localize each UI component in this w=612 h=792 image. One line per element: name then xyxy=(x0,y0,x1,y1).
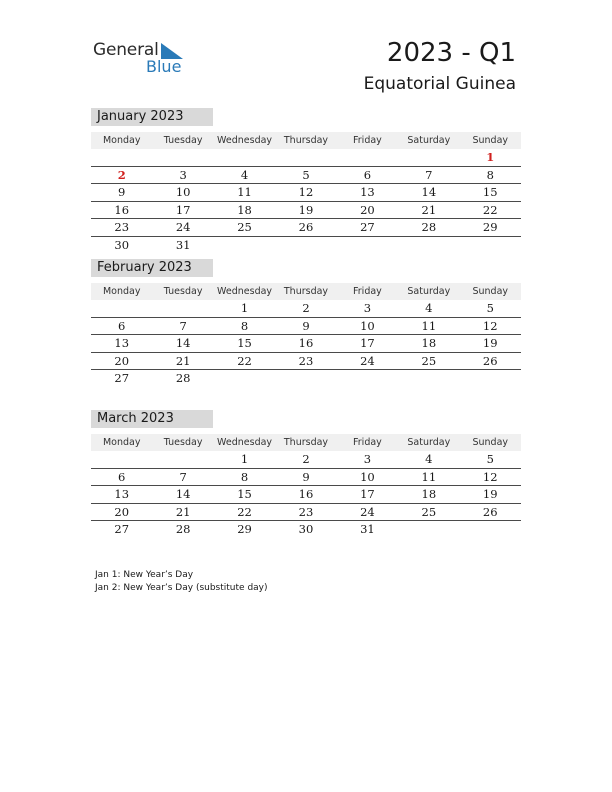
day-cell: 17 xyxy=(360,487,375,501)
day-cell: 25 xyxy=(421,353,437,368)
day-cell: 13 xyxy=(360,185,375,199)
week-row xyxy=(91,335,521,353)
day-cell: 15 xyxy=(237,336,252,350)
day-cell: 14 xyxy=(175,336,191,350)
empty-day-cell xyxy=(152,149,213,166)
empty-day-cell xyxy=(275,149,336,166)
day-cell: 6 xyxy=(363,167,372,182)
day-cell: 21 xyxy=(175,504,191,519)
day-cell: 9 xyxy=(118,185,126,199)
day-cell: 7 xyxy=(179,318,187,333)
week-row xyxy=(91,149,521,167)
day-cell: 31 xyxy=(360,522,375,536)
day-cell: 22 xyxy=(237,353,252,368)
logo xyxy=(93,40,193,80)
day-cell: 18 xyxy=(421,336,437,350)
week-row xyxy=(91,237,521,254)
weekday-label: Sunday xyxy=(472,437,509,448)
empty-day-cell xyxy=(337,370,398,387)
week-row xyxy=(91,486,521,504)
day-cell: 4 xyxy=(425,452,433,466)
day-cell: 23 xyxy=(114,220,130,234)
weekday-label: Wednesday xyxy=(217,437,273,448)
day-cell: 19 xyxy=(298,202,314,217)
day-cell: 21 xyxy=(421,202,437,217)
day-cell: 20 xyxy=(114,504,130,519)
day-cell: 4 xyxy=(240,167,249,182)
month-label: January 2023 xyxy=(91,108,213,126)
day-cell: 6 xyxy=(118,318,126,333)
day-cell: 18 xyxy=(237,202,252,217)
day-cell: 25 xyxy=(421,504,437,519)
weekday-header-row xyxy=(91,132,521,149)
weekday-label: Wednesday xyxy=(217,135,273,146)
day-cell: 19 xyxy=(482,336,498,350)
day-cell: 22 xyxy=(482,202,498,217)
day-cell: 1 xyxy=(240,452,249,466)
day-cell: 16 xyxy=(114,202,130,217)
empty-day-cell xyxy=(398,521,459,538)
day-cell: 3 xyxy=(363,452,372,466)
weekday-label: Saturday xyxy=(407,135,451,146)
day-cell: 11 xyxy=(421,318,437,333)
week-row xyxy=(91,202,521,220)
weekday-label: Saturday xyxy=(407,437,451,448)
weekday-label: Thursday xyxy=(283,437,329,448)
day-cell: 3 xyxy=(179,167,187,182)
week-row xyxy=(91,353,521,371)
day-cell: 27 xyxy=(114,522,130,536)
day-cell: 1 xyxy=(486,150,495,164)
week-row xyxy=(91,469,521,487)
day-cell: 10 xyxy=(360,318,375,333)
day-cell: 29 xyxy=(237,522,252,536)
day-cell: 28 xyxy=(175,371,191,385)
day-cell: 8 xyxy=(240,469,249,484)
empty-day-cell xyxy=(398,370,459,387)
day-cell: 2 xyxy=(117,167,126,182)
day-cell: 20 xyxy=(114,353,130,368)
holiday-notes xyxy=(95,569,268,595)
day-cell: 30 xyxy=(298,522,314,536)
day-cell: 17 xyxy=(175,202,191,217)
day-cell: 12 xyxy=(482,318,498,333)
weekday-header-row xyxy=(91,434,521,451)
weekday-header-row xyxy=(91,283,521,300)
empty-day-cell xyxy=(460,521,521,538)
day-cell: 2 xyxy=(302,452,310,466)
empty-day-cell xyxy=(275,370,336,387)
month-label: March 2023 xyxy=(91,410,213,428)
day-cell: 5 xyxy=(486,452,494,466)
day-cell: 27 xyxy=(360,220,375,234)
week-row xyxy=(91,521,521,538)
empty-day-cell xyxy=(337,149,398,166)
page-title: 2023 - Q1 xyxy=(386,38,516,68)
week-row xyxy=(91,504,521,522)
day-cell: 11 xyxy=(237,185,252,199)
day-cell: 21 xyxy=(175,353,191,368)
empty-day-cell xyxy=(398,149,459,166)
weekday-label: Friday xyxy=(353,135,382,146)
day-cell: 26 xyxy=(298,220,314,234)
week-row xyxy=(91,300,521,318)
week-row xyxy=(91,318,521,336)
day-cell: 19 xyxy=(482,487,498,501)
month-march xyxy=(91,410,521,538)
weekday-label: Sunday xyxy=(472,286,509,297)
week-row xyxy=(91,184,521,202)
day-cell: 4 xyxy=(425,301,433,315)
day-cell: 22 xyxy=(237,504,252,519)
day-cell: 10 xyxy=(175,185,191,199)
day-cell: 16 xyxy=(298,487,314,501)
day-cell: 31 xyxy=(175,237,191,252)
day-cell: 15 xyxy=(482,185,498,199)
day-cell: 13 xyxy=(114,336,130,350)
day-cell: 30 xyxy=(114,237,130,252)
empty-day-cell xyxy=(460,370,521,387)
empty-day-cell xyxy=(152,300,213,317)
day-cell: 23 xyxy=(298,504,314,519)
day-cell: 8 xyxy=(240,318,249,333)
weekday-label: Tuesday xyxy=(163,286,203,297)
empty-day-cell xyxy=(214,237,275,254)
day-cell: 15 xyxy=(237,487,252,501)
day-cell: 24 xyxy=(360,353,375,368)
weekday-label: Thursday xyxy=(283,135,329,146)
day-cell: 10 xyxy=(360,469,375,484)
empty-day-cell xyxy=(91,149,152,166)
month-january xyxy=(91,108,521,253)
month-label: February 2023 xyxy=(91,259,213,277)
empty-day-cell xyxy=(152,451,213,468)
weekday-label: Sunday xyxy=(472,135,509,146)
day-cell: 12 xyxy=(482,469,498,484)
weekday-label: Tuesday xyxy=(163,135,203,146)
day-cell: 9 xyxy=(302,469,310,484)
day-cell: 16 xyxy=(298,336,314,350)
empty-day-cell xyxy=(91,451,152,468)
day-cell: 14 xyxy=(175,487,191,501)
holiday-note: Jan 1: New Year’s Day xyxy=(95,570,194,580)
empty-day-cell xyxy=(214,370,275,387)
day-cell: 5 xyxy=(486,301,494,315)
week-row xyxy=(91,370,521,387)
weekday-label: Thursday xyxy=(283,286,329,297)
day-cell: 17 xyxy=(360,336,375,350)
day-cell: 12 xyxy=(298,185,314,199)
day-cell: 9 xyxy=(302,318,310,333)
empty-day-cell xyxy=(91,300,152,317)
empty-day-cell xyxy=(337,237,398,254)
weekday-label: Saturday xyxy=(407,286,451,297)
day-cell: 1 xyxy=(240,301,249,315)
day-cell: 5 xyxy=(302,167,310,182)
empty-day-cell xyxy=(460,237,521,254)
weekday-label: Monday xyxy=(102,437,141,448)
empty-day-cell xyxy=(398,237,459,254)
weekday-label: Friday xyxy=(353,437,382,448)
weekday-label: Wednesday xyxy=(217,286,273,297)
day-cell: 26 xyxy=(482,504,498,519)
logo-general-text: General xyxy=(93,40,159,60)
day-cell: 7 xyxy=(425,167,433,182)
logo-blue-text: Blue xyxy=(146,57,182,76)
weekday-label: Monday xyxy=(102,286,141,297)
day-cell: 24 xyxy=(360,504,375,519)
day-cell: 24 xyxy=(175,220,191,234)
day-cell: 28 xyxy=(421,220,437,234)
weekday-label: Tuesday xyxy=(163,437,203,448)
day-cell: 3 xyxy=(363,301,372,315)
week-row xyxy=(91,451,521,469)
day-cell: 29 xyxy=(482,220,498,234)
empty-day-cell xyxy=(275,237,336,254)
empty-day-cell xyxy=(214,149,275,166)
day-cell: 6 xyxy=(118,469,126,484)
country-name: Equatorial Guinea xyxy=(363,74,516,94)
holiday-note: Jan 2: New Year’s Day (substitute day) xyxy=(95,583,268,593)
day-cell: 2 xyxy=(302,301,310,315)
day-cell: 23 xyxy=(298,353,314,368)
month-february xyxy=(91,259,521,387)
day-cell: 20 xyxy=(360,202,375,217)
day-cell: 8 xyxy=(486,167,494,182)
weekday-label: Monday xyxy=(102,135,141,146)
day-cell: 7 xyxy=(179,469,187,484)
day-cell: 11 xyxy=(421,469,437,484)
day-cell: 26 xyxy=(482,353,498,368)
weekday-label: Friday xyxy=(353,286,382,297)
day-cell: 28 xyxy=(175,522,191,536)
day-cell: 18 xyxy=(421,487,437,501)
week-row xyxy=(91,167,521,185)
week-row xyxy=(91,219,521,237)
day-cell: 27 xyxy=(114,371,130,385)
day-cell: 13 xyxy=(114,487,130,501)
day-cell: 14 xyxy=(421,185,437,199)
day-cell: 25 xyxy=(237,220,252,234)
